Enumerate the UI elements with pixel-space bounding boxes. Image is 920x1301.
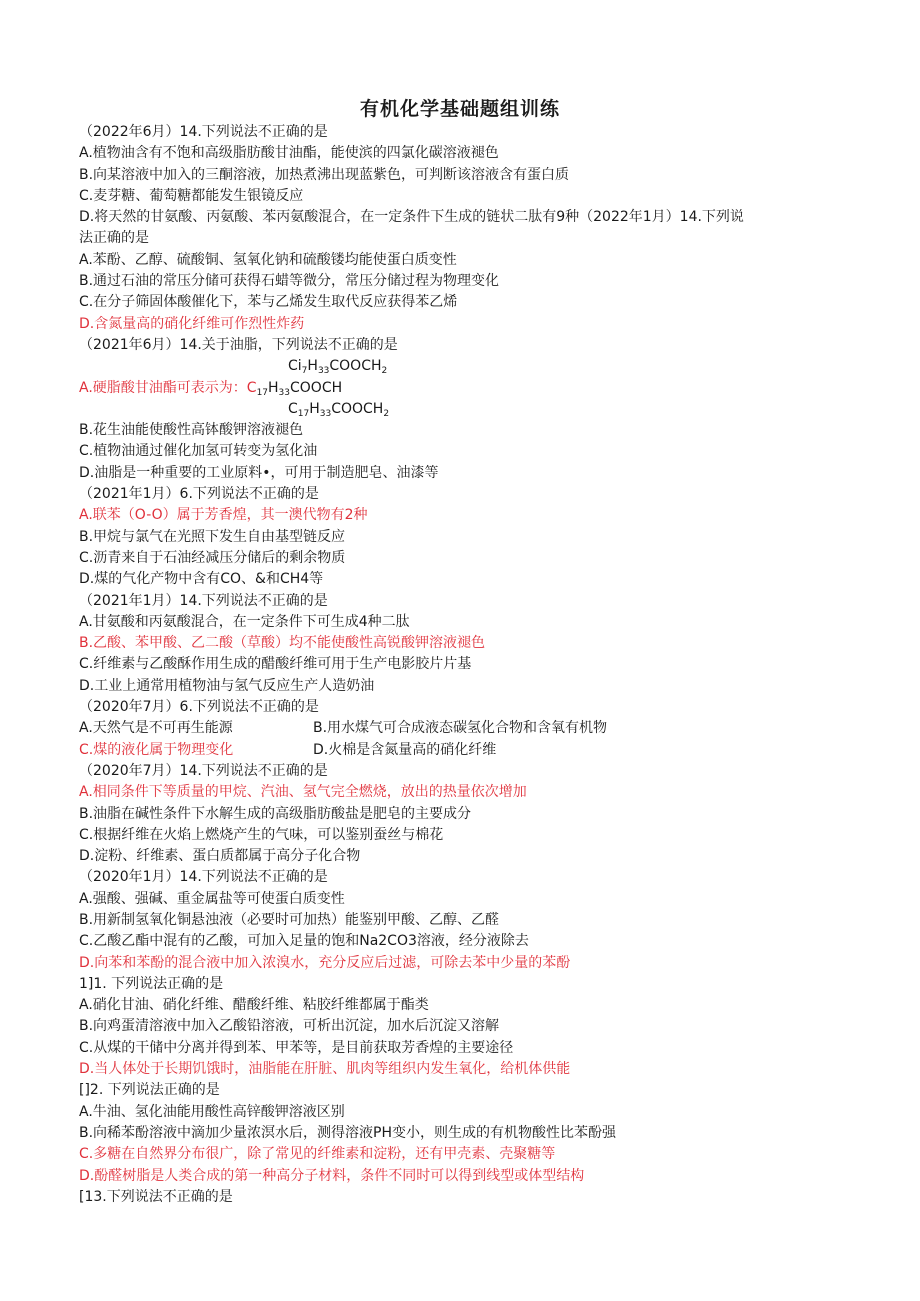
option-c: C.乙酸乙酯中混有的乙酸，可加入足量的饱和Na2CO3溶液，经分液除去 [79, 933, 529, 950]
options-row-cd [79, 740, 849, 761]
option-c: C.植物油通过催化加氢可转变为氢化油 [79, 443, 318, 460]
question-header-continued: 法正确的是 [79, 230, 149, 247]
option-c-answer: C.煤的液化属于物理变化 [79, 741, 234, 758]
option-b: B.花生油能使酸性高钵酸钾溶液褪色 [79, 422, 304, 439]
option-a: A.强酸、强碱、重金属盐等可使蛋白质变性 [79, 890, 345, 907]
option-b: B.向某溶液中加入的三酮溶液，加热煮沸出现蓝紫色，可判断该溶液含有蛋白质 [79, 166, 570, 183]
options-row-ab [79, 718, 849, 739]
question-header: （2020年7月）14.下列说法不正确的是 [79, 762, 328, 779]
option-d: D.油脂是一种重要的工业原料•，可用于制造肥皂、油漆等 [79, 464, 439, 481]
question-header: （2021年1月）14.下列说法不正确的是 [79, 592, 328, 609]
question-list [79, 122, 849, 1208]
option-b: B.通过石油的常压分储可获得石蜡等微分，常压分储过程为物理变化 [79, 273, 500, 290]
option-b: B.油脂在碱性条件下水解生成的高级脂肪酸盐是肥皂的主要成分 [79, 805, 472, 822]
option-c-answer: C.多糖在自然界分布很广，除了常见的纤维素和淀粉，还有甲壳素、壳聚糖等 [79, 1146, 556, 1163]
option-d-answer: D.含氮量高的硝化纤维可作烈性炸药 [79, 315, 305, 332]
page-title: 有机化学基础题组训练 [359, 98, 560, 120]
question-header: 1]1. 下列说法正确的是 [79, 975, 224, 992]
option-a-answer-structure: A.硬脂酸甘油酯可表示为：$C_{17}H_{33}COOCH$ [79, 379, 343, 398]
question-header: （2020年7月）6.下列说法不正确的是 [79, 699, 319, 716]
option-c: C.沥青来自于石油经减压分储后的剩余物质 [79, 549, 346, 566]
option-d: D.火棉是含氮量高的硝化纤维 [313, 741, 497, 758]
structure-formula-top: $Ci_7H_{33}COOCH_2$ [288, 358, 388, 377]
option-b: B.用水煤气可合成液态碳氢化合物和含氧有机物 [313, 720, 608, 737]
option-c: C.在分子筛固体酸催化下，苯与乙烯发生取代反应获得苯乙烯 [79, 294, 458, 311]
option-a: A.天然气是不可再生能源 [79, 720, 233, 737]
option-d: D.将天然的甘氨酸、丙氨酸、苯丙氨酸混合，在一定条件下生成的链状二肽有9种（2022年1月）14.下列说 [79, 209, 744, 226]
option-a: A.硝化甘油、硝化纤维、醋酸纤维、粘胶纤维都属于酯类 [79, 997, 429, 1014]
option-c: C.从煤的干储中分离并得到苯、甲苯等，是目前获取芳香煌的主要途径 [79, 1039, 514, 1056]
option-d: D.煤的气化产物中含有CO、&和CH4等 [79, 571, 324, 588]
option-b: B.用新制氢氧化铜悬浊液（必要时可加热）能鉴别甲酸、乙醇、乙醛 [79, 911, 500, 928]
option-d: D.工业上通常用植物油与氢气反应生产人造奶油 [79, 677, 375, 694]
question-header: （2020年1月）14.下列说法不正确的是 [79, 869, 328, 886]
option-a-answer: A.联苯（O-O）属于芳香煌，其一澳代物有2种 [79, 507, 368, 524]
option-a: A.苯酚、乙醇、硫酸铜、氢氧化钠和硫酸镂均能使蛋白质变性 [79, 251, 457, 268]
option-a-answer: A.相同条件下等质量的甲烷、汽油、氢气完全燃烧，放出的热量依次增加 [79, 784, 527, 801]
option-b-answer: B.乙酸、苯甲酸、乙二酸（草酸）均不能使酸性高锐酸钾溶液褪色 [79, 635, 486, 652]
option-d: D.淀粉、纤维素、蛋白质都属于高分子化合物 [79, 848, 361, 865]
option-b: B.向鸡蛋清溶液中加入乙酸铅溶液，可析出沉淀，加水后沉淀又溶解 [79, 1018, 500, 1035]
option-c: C.根据纤维在火焰上燃烧产生的气味，可以鉴别蚕丝与棉花 [79, 826, 444, 843]
question-header: []2. 下列说法正确的是 [79, 1082, 220, 1099]
option-d-answer: D.向苯和苯酚的混合液中加入浓溴水，充分反应后过滤，可除去苯中少量的苯酚 [79, 954, 571, 971]
option-a: A.牛油、氢化油能用酸性高锌酸钾溶液区别 [79, 1103, 345, 1120]
option-b: B.甲烷与氯气在光照下发生自由基型链反应 [79, 528, 346, 545]
question-header: （2021年6月）14.关于油脂，下列说法不正确的是 [79, 336, 398, 353]
option-a: A.甘氨酸和丙氨酸混合，在一定条件下可生成4种二肽 [79, 613, 410, 630]
question-header: [13.下列说法不正确的是 [79, 1188, 233, 1205]
option-c: C.麦芽糖、葡萄糖都能发生银镜反应 [79, 187, 304, 204]
option-d-answer: D.酚醛树脂是人类合成的第一种高分子材料，条件不同时可以得到线型或体型结构 [79, 1167, 585, 1184]
option-c: C.纤维素与乙酸酥作用生成的醋酸纤维可用于生产电影胶片片基 [79, 656, 472, 673]
structure-formula-bottom: $C_{17}H_{33}COOCH_2$ [288, 400, 390, 419]
option-d-answer: D.当人体处于长期饥饿时，油脂能在肝脏、肌肉等组织内发生氧化，给机体供能 [79, 1061, 571, 1078]
question-header: （2022年6月）14.下列说法不正确的是 [79, 124, 328, 140]
option-a: A.植物油含有不饱和高级脂肪酸甘油酯，能使滨的四氯化碳溶液褪色 [79, 145, 499, 162]
question-header: （2021年1月）6.下列说法不正确的是 [79, 486, 319, 503]
option-b: B.向稀苯酚溶液中滴加少量浓溟水后，测得溶液PH变小，则生成的有机物酸性比苯酚强 [79, 1124, 617, 1141]
